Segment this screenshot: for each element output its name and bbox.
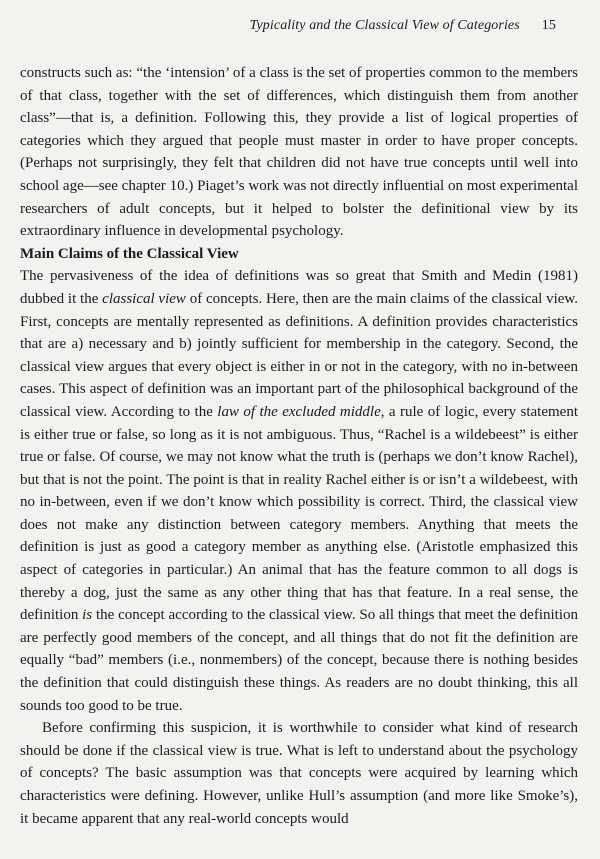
paragraph-2 — [20, 265, 578, 717]
page-body — [20, 62, 578, 830]
running-head — [250, 18, 556, 34]
page-number: 15 — [541, 18, 556, 33]
emphasis-is: is — [82, 607, 93, 624]
running-title: Typicality and the Classical View of Categories — [249, 18, 520, 33]
paragraph-2-text-b: of concepts. Here, then are the main claims of the classical view. First, concepts are mentally represented as definitions. A definition provides characteristics that are a) necessary and b) jointly sufficient for membership in the category. Second, the classical view argues that every object is either in or not in the category, with no in-between cases. This aspect of definition was an important part of the philosophical background of the classical view. According to the — [20, 290, 579, 420]
paragraph-2-text-c: , a rule of logic, every statement is either true or false, so long as it is not ambiguous. Thus, “Rachel is a wildebeest” is either true or false. Of course, we may not know what the truth is (perhaps we don’t know Rachel), but that is not the point. The point is that in reality Rachel either is or isn’t a wildebeest, with no in-between, even if we don’t know which possibility is correct. Third, the classical view does not make any distinction between category members. Anything that meets the definition is just as good a category member as anything else. (Aristotle emphasized this aspect of categories in particular.) An animal that has the feature common to all dogs is thereby a dog, just the same as any other thing that has that feature. In a real sense, the definition — [20, 403, 578, 624]
term-classical-view: classical view — [102, 290, 186, 307]
section-heading: Main Claims of the Classical View — [20, 245, 239, 262]
paragraph-3: Before confirming this suspicion, it is worthwhile to consider what kind of research should be done if the classical view is true. What is left to understand about the psychology of concepts? The basic assumption was that concepts were acquired by learning which characteristics were defining. However, unlike Hull’s assumption (and more like Smoke’s), it became apparent that any real-world concepts would — [20, 720, 578, 827]
paragraph-2-text-a: The pervasiveness of the idea of definitions was so great that Smith and Medin (1981) dubbed it the — [20, 268, 578, 307]
paragraph-1: constructs such as: “the ‘intension’ of a class is the set of properties common to the members of that class, together with the set of differences, which distinguish them from another class”—that is, a definition. Following this, they provide a list of logical properties of categories which they argued that people must master in order to have proper concepts. (Perhaps not surprisingly, they felt that children did not have true concepts until well into school age—see chapter 10.) Piaget’s work was not directly influential on most experimental researchers of adult concepts, but it helped to bolster the definitional view by its extraordinary influence in developmental psychology. — [20, 65, 578, 240]
term-law-of-excluded-middle: law of the excluded middle — [217, 403, 381, 420]
paragraph-2-text-d: the concept according to the classical view. So all things that meet the definition are perfectly good members of the concept, and all things that do not fit the definition are equally “bad” members (i.e., nonmembers) of the concept, because there is nothing besides the definition that could distinguish these things. As readers are no doubt thinking, this all sounds too good to be true. — [20, 607, 578, 714]
